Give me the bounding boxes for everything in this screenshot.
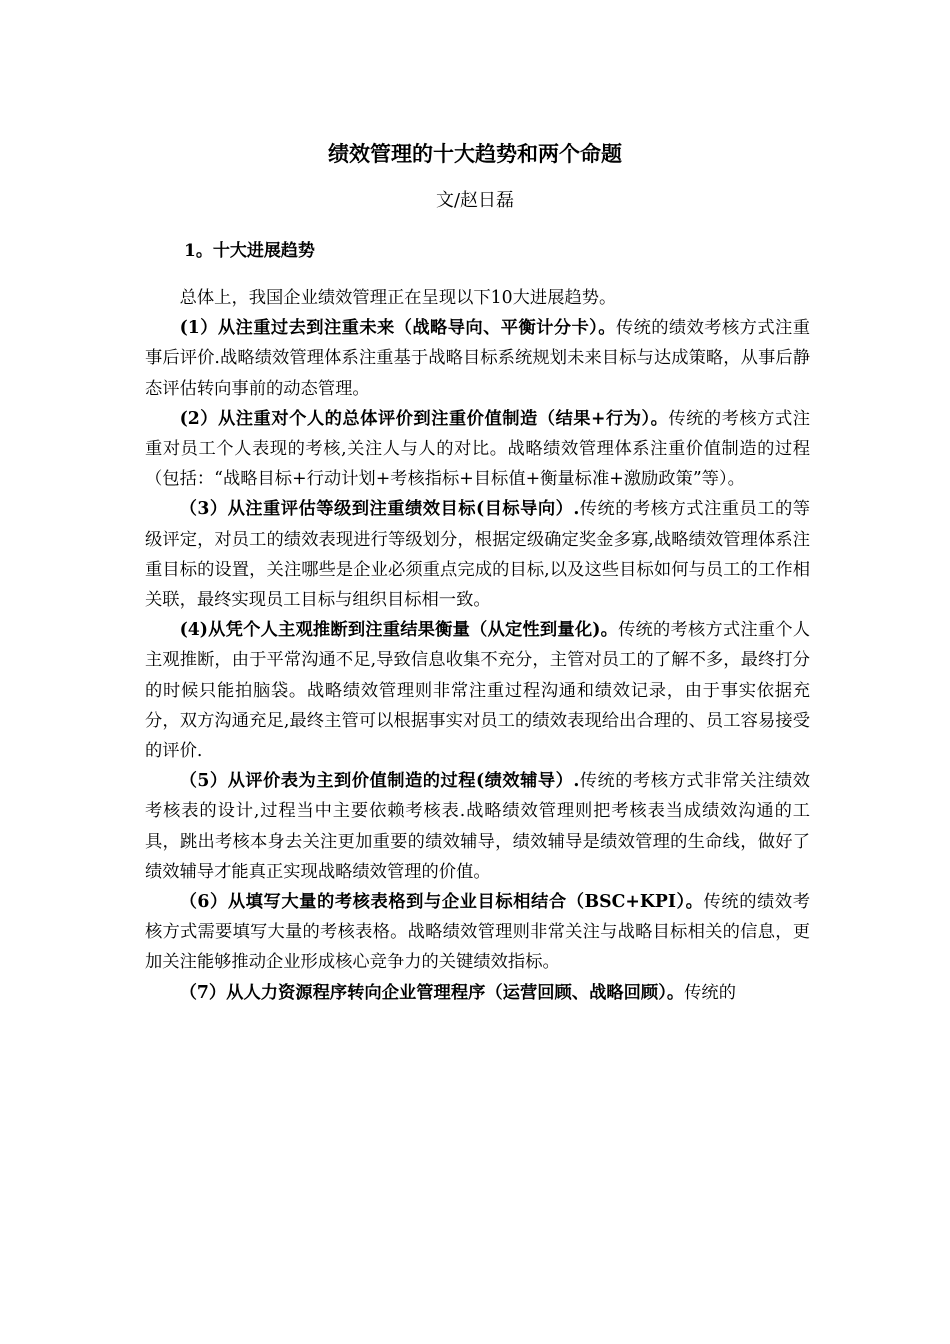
trend-text: 传统的绩效考核方式需要填写大量的考核表格。战略绩效管理则非常关注与战略目标相关的信息，更加关注能够推动企业形成核心竞争力的关键绩效指标。	[145, 892, 810, 973]
trend-text: 传统的考核方式注重对员工个人表现的考核,关注人与人的对比。战略绩效管理体系注重价值制造的过程（包括：“战略目标+行动计划+考核指标+目标值+衡量标准+激励政策”等）。	[145, 408, 810, 490]
trend-lead: (4)从凭个人主观推断到注重结果衡量（从定性到量化)。	[179, 620, 619, 641]
trend-paragraph-3	[145, 494, 810, 615]
trend-lead: （6）从填写大量的考核表格到与企业目标相结合（BSC+KPI）。	[179, 892, 704, 913]
section-heading: 1。十大进展趋势	[184, 241, 315, 261]
trend-text: 传统的	[684, 982, 736, 1003]
trend-paragraph-4	[145, 615, 810, 766]
document-title: 绩效管理的十大趋势和两个命题	[328, 141, 622, 166]
trend-text: 传统的考核方式非常关注绩效考核表的设计,过程当中主要依赖考核表.战略绩效管理则把考核表当成绩效沟通的工具，跳出考核本身去关注更加重要的绩效辅导，绩效辅导是绩效管理的生命线，做好了绩效辅导才能真正实现战略绩效管理的价值。	[145, 771, 810, 882]
trend-paragraph-2	[145, 404, 810, 495]
intro-paragraph: 总体上，我国企业绩效管理正在呈现以下10大进展趋势。	[179, 288, 617, 308]
trend-lead: (2）从注重对个人的总体评价到注重价值制造（结果+行为）。	[179, 408, 669, 429]
trend-paragraph-6	[145, 887, 810, 978]
trend-text: 传统的考核方式注重员工的等级评定，对员工的绩效表现进行等级划分，根据定级确定奖金多寡,战略绩效管理体系注重目标的设置，关注哪些是企业必须重点完成的目标,以及这些目标如何与员工的工作相关联，最终实现员工目标与组织目标相一致。	[145, 499, 810, 611]
trend-paragraph-5	[145, 766, 810, 887]
document-author: 文/赵日磊	[435, 190, 515, 211]
trend-lead: （7）从人力资源程序转向企业管理程序（运营回顾、战略回顾）。	[179, 982, 685, 1003]
trend-lead: (1）从注重过去到注重未来（战略导向、平衡计分卡）。	[179, 318, 616, 339]
trend-lead: （3）从注重评估等级到注重绩效目标(目标导向）.	[179, 499, 580, 520]
trend-paragraph-1	[145, 313, 810, 404]
trend-text: 传统的考核方式注重个人主观推断，由于平常沟通不足,导致信息收集不充分，主管对员工的了解不多，最终打分的时候只能拍脑袋。战略绩效管理则非常注重过程沟通和绩效记录，由于事实依据充分，双方沟通充足,最终主管可以根据事实对员工的绩效表现给出合理的、员工容易接受的评价.	[145, 620, 810, 762]
trend-paragraph-7	[145, 978, 810, 1008]
document-body	[145, 283, 810, 1008]
trend-lead: （5）从评价表为主到价值制造的过程(绩效辅导）.	[179, 771, 580, 792]
trend-text: 传统的绩效考核方式注重事后评价.战略绩效管理体系注重基于战略目标系统规划未来目标与达成策略，从事后静态评估转向事前的动态管理。	[145, 318, 810, 399]
